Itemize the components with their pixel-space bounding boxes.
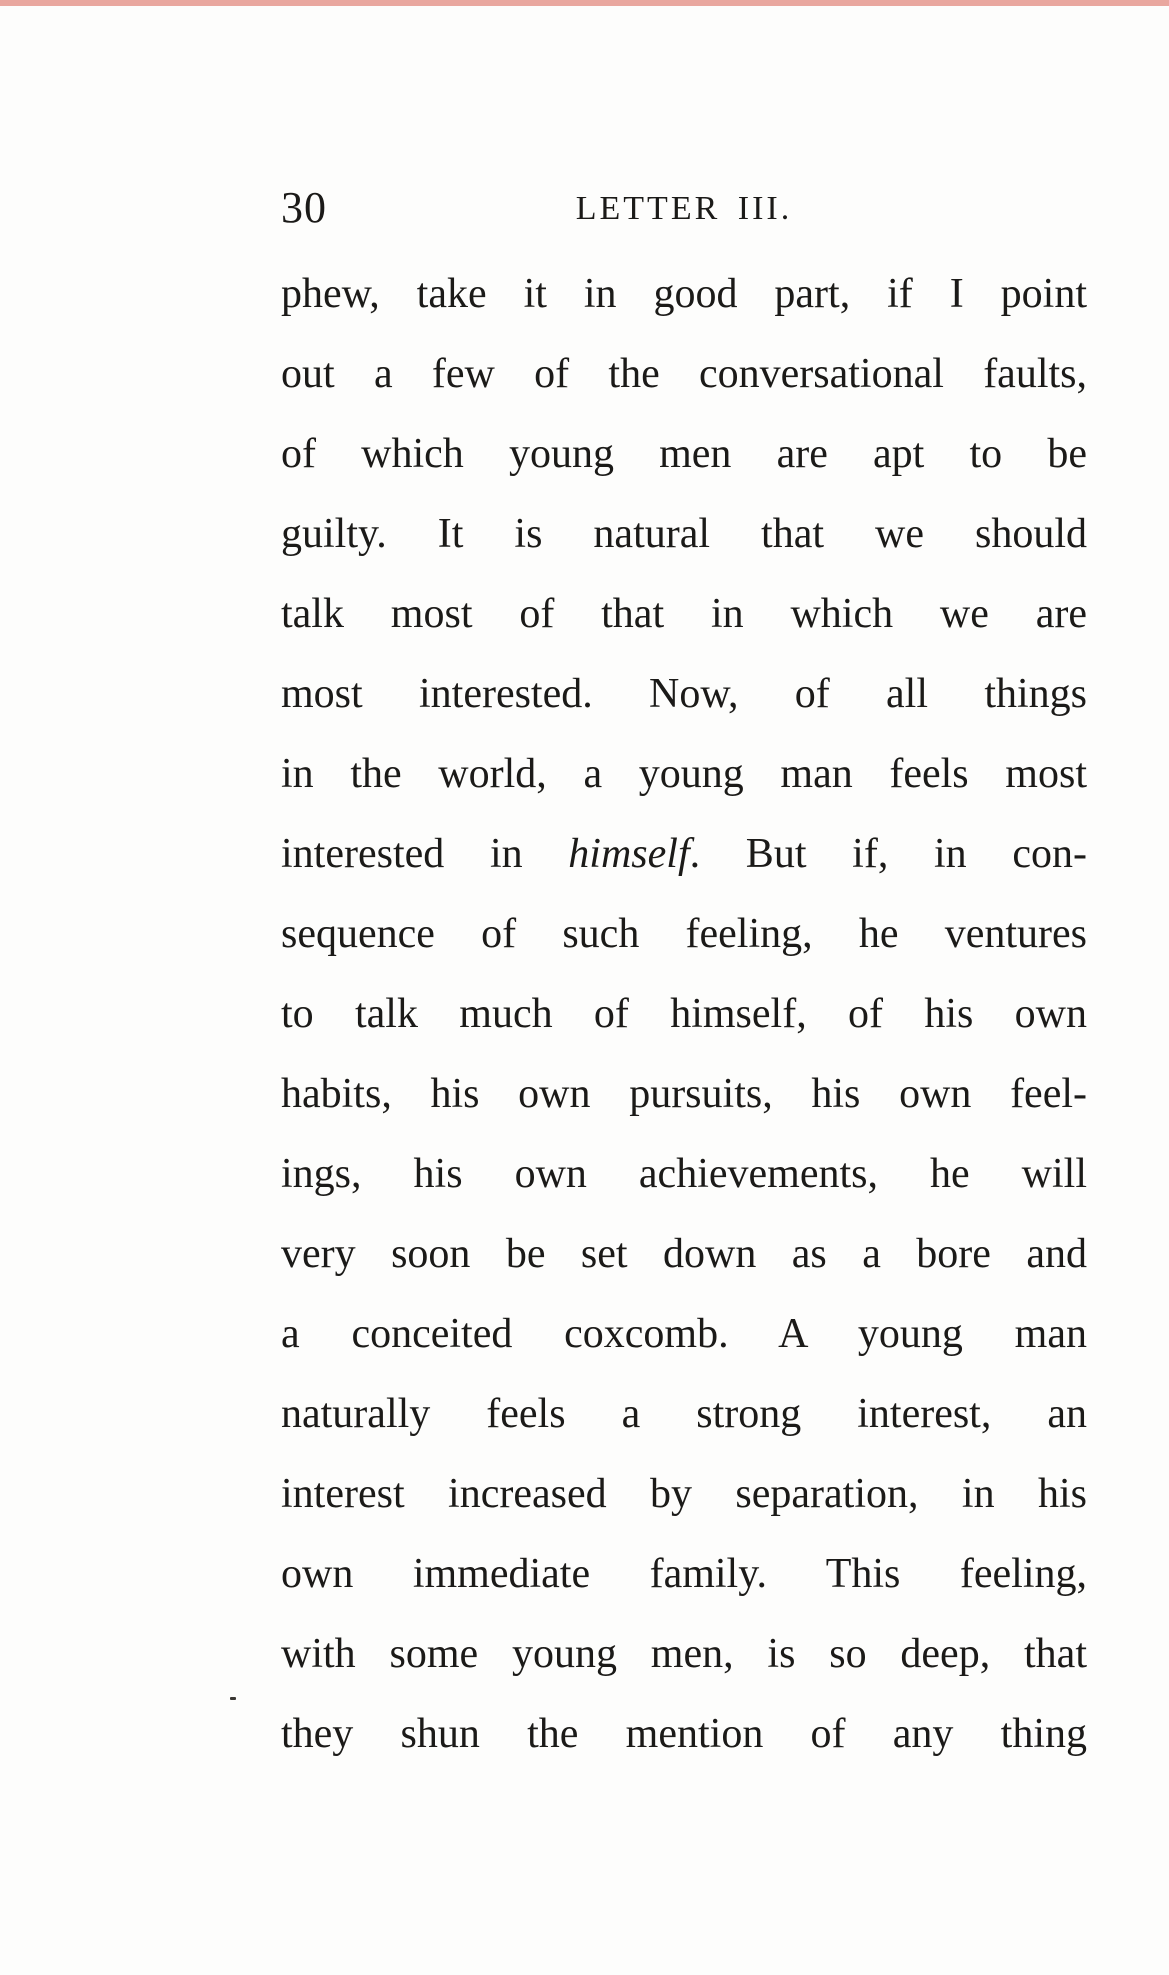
text-line: with some young men, is so deep, that	[281, 1631, 1087, 1677]
text-line: most interested. Now, of all things	[281, 671, 1087, 717]
text-line: naturally feels a strong interest, an	[281, 1391, 1087, 1437]
text-line: they shun the mention of any thing	[281, 1711, 1087, 1757]
text-line: guilty. It is natural that we should	[281, 511, 1087, 557]
ink-speck	[230, 1697, 236, 1700]
text-line: of which young men are apt to be	[281, 431, 1087, 477]
text-line: sequence of such feeling, he ventures	[281, 911, 1087, 957]
text-line: interest increased by separation, in his	[281, 1471, 1087, 1517]
text-line: ings, his own achievements, he will	[281, 1151, 1087, 1197]
text-line: very soon be set down as a bore and	[281, 1231, 1087, 1277]
body-text	[281, 254, 1087, 1774]
running-head: LETTER III.	[575, 190, 793, 227]
scan-edge-tint	[0, 0, 1169, 6]
text-line: a conceited coxcomb. A young man	[281, 1311, 1087, 1357]
text-line: phew, take it in good part, if I point	[281, 271, 1087, 317]
text-line: habits, his own pursuits, his own feel-	[281, 1071, 1087, 1117]
text-line: in the world, a young man feels most	[281, 751, 1087, 797]
text-line: own immediate family. This feeling,	[281, 1551, 1087, 1597]
text-line: talk most of that in which we are	[281, 591, 1087, 637]
page-number: 30	[281, 183, 327, 232]
text-line: interested in himself. But if, in con-	[281, 831, 1087, 877]
text-line: out a few of the conversational faults,	[281, 351, 1087, 397]
text-line: to talk much of himself, of his own	[281, 991, 1087, 1037]
